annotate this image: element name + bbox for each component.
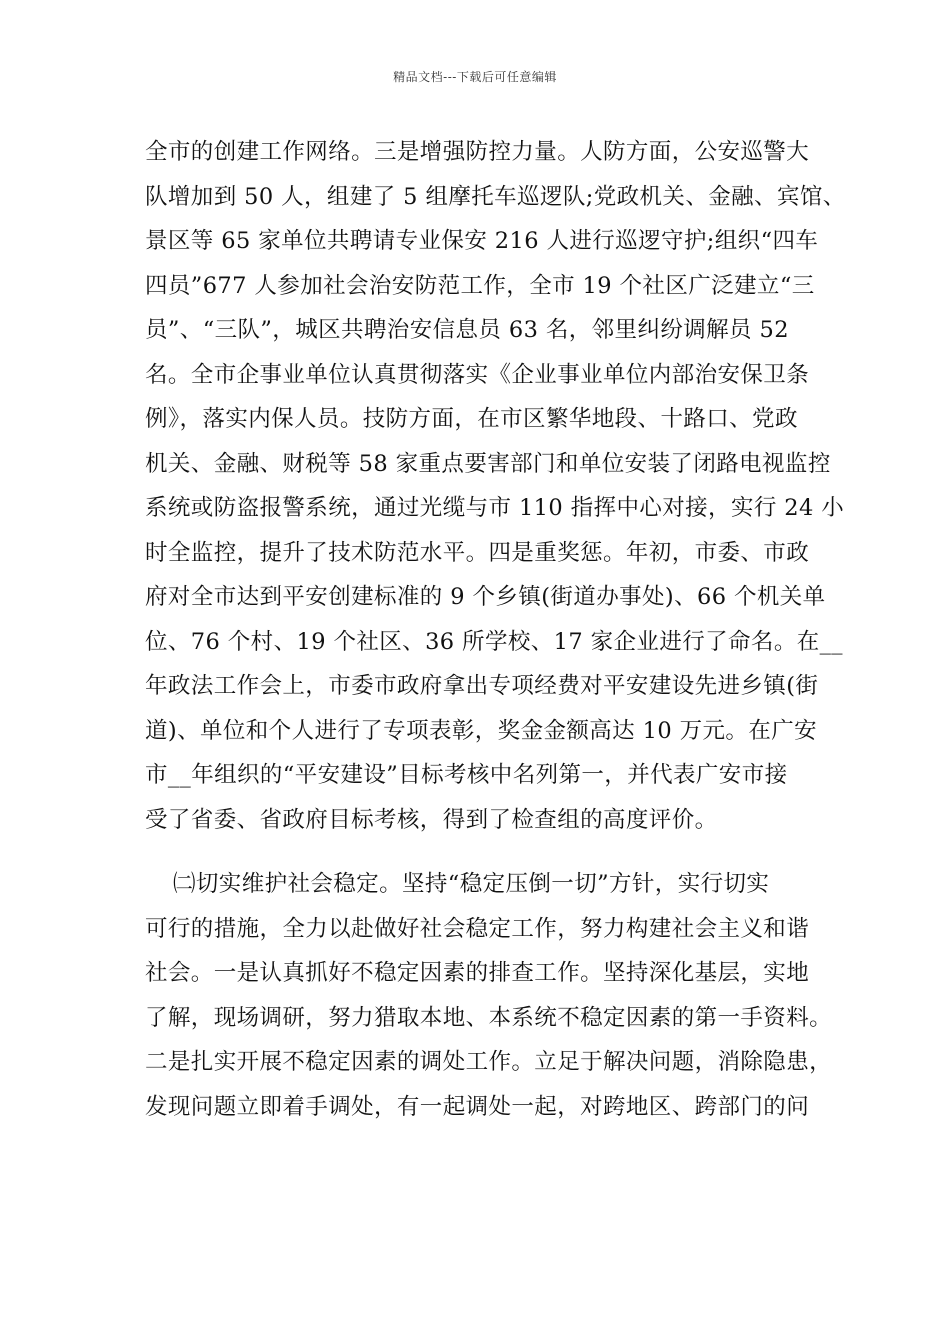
text-line: 受了省委、省政府目标考核，得到了检查组的高度评价。	[145, 806, 718, 833]
text-line: 市__年组织的“平安建设”目标考核中名列第一，并代表广安市接	[145, 762, 788, 788]
text-line: 全市的创建工作网络。三是增强防控力量。人防方面，公安巡警大	[145, 139, 810, 165]
text-line: 道)、单位和个人进行了专项表彰，奖金金额高达 10 万元。在广安	[145, 717, 818, 744]
text-line: 可行的措施，全力以赴做好社会稳定工作，努力构建社会主义和谐	[145, 915, 810, 942]
text-line: 社会。一是认真抓好不稳定因素的排查工作。坚持深化基层，实地	[145, 960, 810, 986]
text-line: 例》，落实内保人员。技防方面，在市区繁华地段、十路口、党政	[145, 406, 798, 432]
text-line: 员”、“三队”，城区共聘治安信息员 63 名，邻里纠纷调解员 52	[145, 317, 789, 343]
text-line: 机关、金融、财税等 58 家重点要害部门和单位安装了闭路电视监控	[145, 450, 831, 477]
text-line: 年政法工作会上，市委市政府拿出专项经费对平安建设先进乡镇(街	[145, 673, 819, 699]
text-line: 景区等 65 家单位共聘请专业保安 216 人进行巡逻守护;组织“四车	[145, 228, 819, 254]
text-line: 二是扎实开展不稳定因素的调处工作。立足于解决问题，消除隐患，	[145, 1049, 833, 1075]
text-line: 发现问题立即着手调处，有一起调处一起，对跨地区、跨部门的问	[145, 1093, 810, 1120]
text-line: 位、76 个村、19 个社区、36 所学校、17 家企业进行了命名。在__	[145, 628, 843, 655]
text-line: 名。全市企事业单位认真贯彻落实《企业事业单位内部治安保卫条	[145, 361, 810, 388]
text-line: 队增加到 50 人，组建了 5 组摩托车巡逻队;党政机关、金融、宾馆、	[145, 183, 846, 210]
text-line: 系统或防盗报警系统，通过光缆与市 110 指挥中心对接，实行 24 小	[145, 495, 845, 521]
text-line: 时全监控，提升了技术防范水平。四是重奖惩。年初，市委、市政	[145, 539, 810, 566]
text-line: 四员”677 人参加社会治安防范工作，全市 19 个社区广泛建立“三	[145, 272, 815, 299]
text-line: 府对全市达到平安创建标准的 9 个乡镇(街道办事处)、66 个机关单	[145, 584, 826, 610]
text-line: ㈡切实维护社会稳定。坚持“稳定压倒一切”方针，实行切实	[173, 871, 770, 897]
body-text	[145, 130, 846, 1129]
text-line: 了解，现场调研，努力猎取本地、本系统不稳定因素的第一手资料。	[145, 1004, 833, 1031]
page-header: 精品文档---下载后可任意编辑	[393, 70, 557, 84]
